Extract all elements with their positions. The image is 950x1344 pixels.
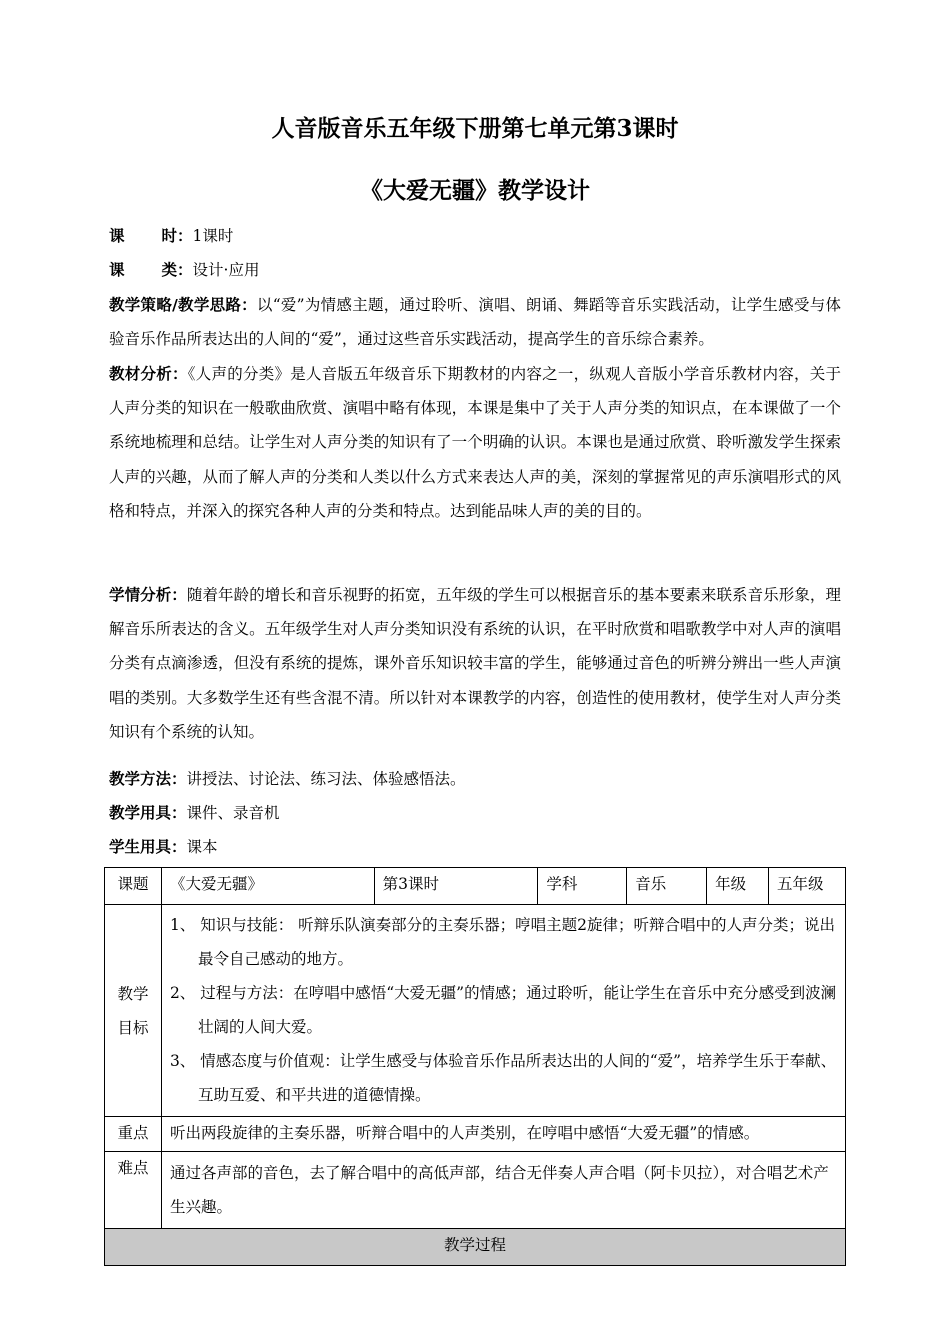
goals-label-line2: 目标: [117, 1018, 149, 1037]
lesson-table: [104, 867, 846, 1266]
subject-label-cell: 学科: [538, 868, 627, 905]
difficulty-text-cell: 通过各声部的音色，去了解合唱中的高低声部，结合无伴奏人声合唱（阿卡贝拉），对合唱艺术产生兴趣。: [161, 1152, 845, 1229]
teaching-tools-line: [109, 796, 841, 830]
difficulty-label-cell: 难点: [105, 1152, 162, 1229]
goals-row: [105, 905, 846, 1117]
topic-value-cell: 《大爱无疆》: [161, 868, 374, 905]
material-analysis-label: 教材分析：: [109, 365, 188, 383]
difficulty-row: [105, 1152, 846, 1229]
class-type-line: [109, 253, 841, 287]
goals-label-cell: [105, 905, 162, 1117]
class-type-label-b: 类：: [161, 261, 193, 279]
process-header-row: [105, 1229, 846, 1266]
goal-item: 1、 知识与技能： 听辩乐队演奏部分的主奏乐器；哼唱主题2旋律；听辩合唱中的人声分类；说出最令自己感动的地方。: [169, 916, 836, 968]
strategy-label: 教学策略/教学思路：: [109, 296, 257, 314]
strategy-paragraph: [109, 288, 841, 356]
goals-label-line1: 教学: [117, 984, 149, 1003]
period-cell: 第3课时: [374, 868, 538, 905]
goals-content-cell: [161, 905, 845, 1117]
topic-label-cell: 课题: [105, 868, 162, 905]
class-type-label-a: 课: [109, 261, 125, 279]
class-hours-value: 1课时: [192, 227, 234, 245]
class-hours-label-b: 时：: [161, 227, 193, 245]
student-analysis-text: 随着年龄的增长和音乐视野的拓宽，五年级的学生可以根据音乐的基本要素来联系音乐形象，理解音乐所表达的含义。五年级学生对人声分类知识没有系统的认识，在平时欣赏和唱歌教学中对人声的演唱分类有点滴渗透，但没有系统的提炼，课外音乐知识较丰富的学生，能够通过音色的听辨分辨出一些人声演唱的类别。大多数学生还有些含混不清。所以针对本课教学的内容，创造性的使用教材，使学生对人声分类知识有个系统的认知。: [109, 586, 841, 741]
material-analysis-paragraph: [109, 357, 841, 528]
goal-item: 3、 情感态度与价值观：让学生感受与体验音乐作品所表达出的人间的“爱”，培养学生乐于奉献、互助互爱、和平共进的道德情操。: [169, 1052, 837, 1104]
grade-label-cell: 年级: [707, 868, 769, 905]
goal-item: 2、 过程与方法：在哼唱中感悟“大爱无疆”的情感；通过聆听，能让学生在音乐中充分感受到波澜壮阔的人间大爱。: [169, 984, 837, 1036]
key-point-text-cell: 听出两段旋律的主奏乐器，听辩合唱中的人声类别，在哼唱中感悟“大爱无疆”的情感。: [161, 1117, 845, 1152]
table-header-row: [105, 868, 846, 905]
student-analysis-label: 学情分析：: [109, 586, 187, 604]
document-subtitle: 《大爱无疆》教学设计: [360, 177, 590, 204]
subject-value-cell: 音乐: [627, 868, 707, 905]
student-tools-label: 学生用具：: [109, 838, 187, 856]
teaching-method-text: 讲授法、讨论法、练习法、体验感悟法。: [186, 770, 466, 788]
key-point-row: [105, 1117, 846, 1152]
class-type-value: 设计·应用: [192, 261, 260, 279]
student-analysis-paragraph: [109, 578, 841, 749]
teaching-method-line: [109, 762, 841, 796]
strategy-text: 以“爱”为情感主题，通过聆听、演唱、朗诵、舞蹈等音乐实践活动，让学生感受与体验音乐作品所表达出的人间的“爱”，通过这些音乐实践活动，提高学生的音乐综合素养。: [109, 296, 841, 349]
teaching-method-label: 教学方法：: [109, 770, 187, 788]
student-tools-line: [109, 830, 841, 864]
grade-value-cell: 五年级: [769, 868, 846, 905]
teaching-tools-text: 课件、录音机: [186, 804, 280, 822]
key-point-label-cell: 重点: [105, 1117, 162, 1152]
teaching-tools-label: 教学用具：: [109, 804, 187, 822]
class-hours-line: [109, 219, 841, 253]
class-hours-label-a: 课: [109, 227, 125, 245]
student-tools-text: 课本: [186, 838, 218, 856]
process-header-cell: 教学过程: [105, 1229, 846, 1266]
document-title: 人音版音乐五年级下册第七单元第3课时: [271, 115, 679, 142]
material-analysis-text: 《人声的分类》是人音版五年级音乐下期教材的内容之一，纵观人音版小学音乐教材内容，关于人声分类的知识在一般歌曲欣赏、演唱中略有体现，本课是集中了关于人声分类的知识点，在本课做了一个系统地梳理和总结。让学生对人声分类的知识有了一个明确的认识。本课也是通过欣赏、聆听激发学生探索人声的兴趣，从而了解人声的分类和人类以什么方式来表达人声的美，深刻的掌握常见的声乐演唱形式的风格和特点，并深入的探究各种人声的分类和特点。达到能品味人声的美的目的。: [109, 365, 841, 520]
